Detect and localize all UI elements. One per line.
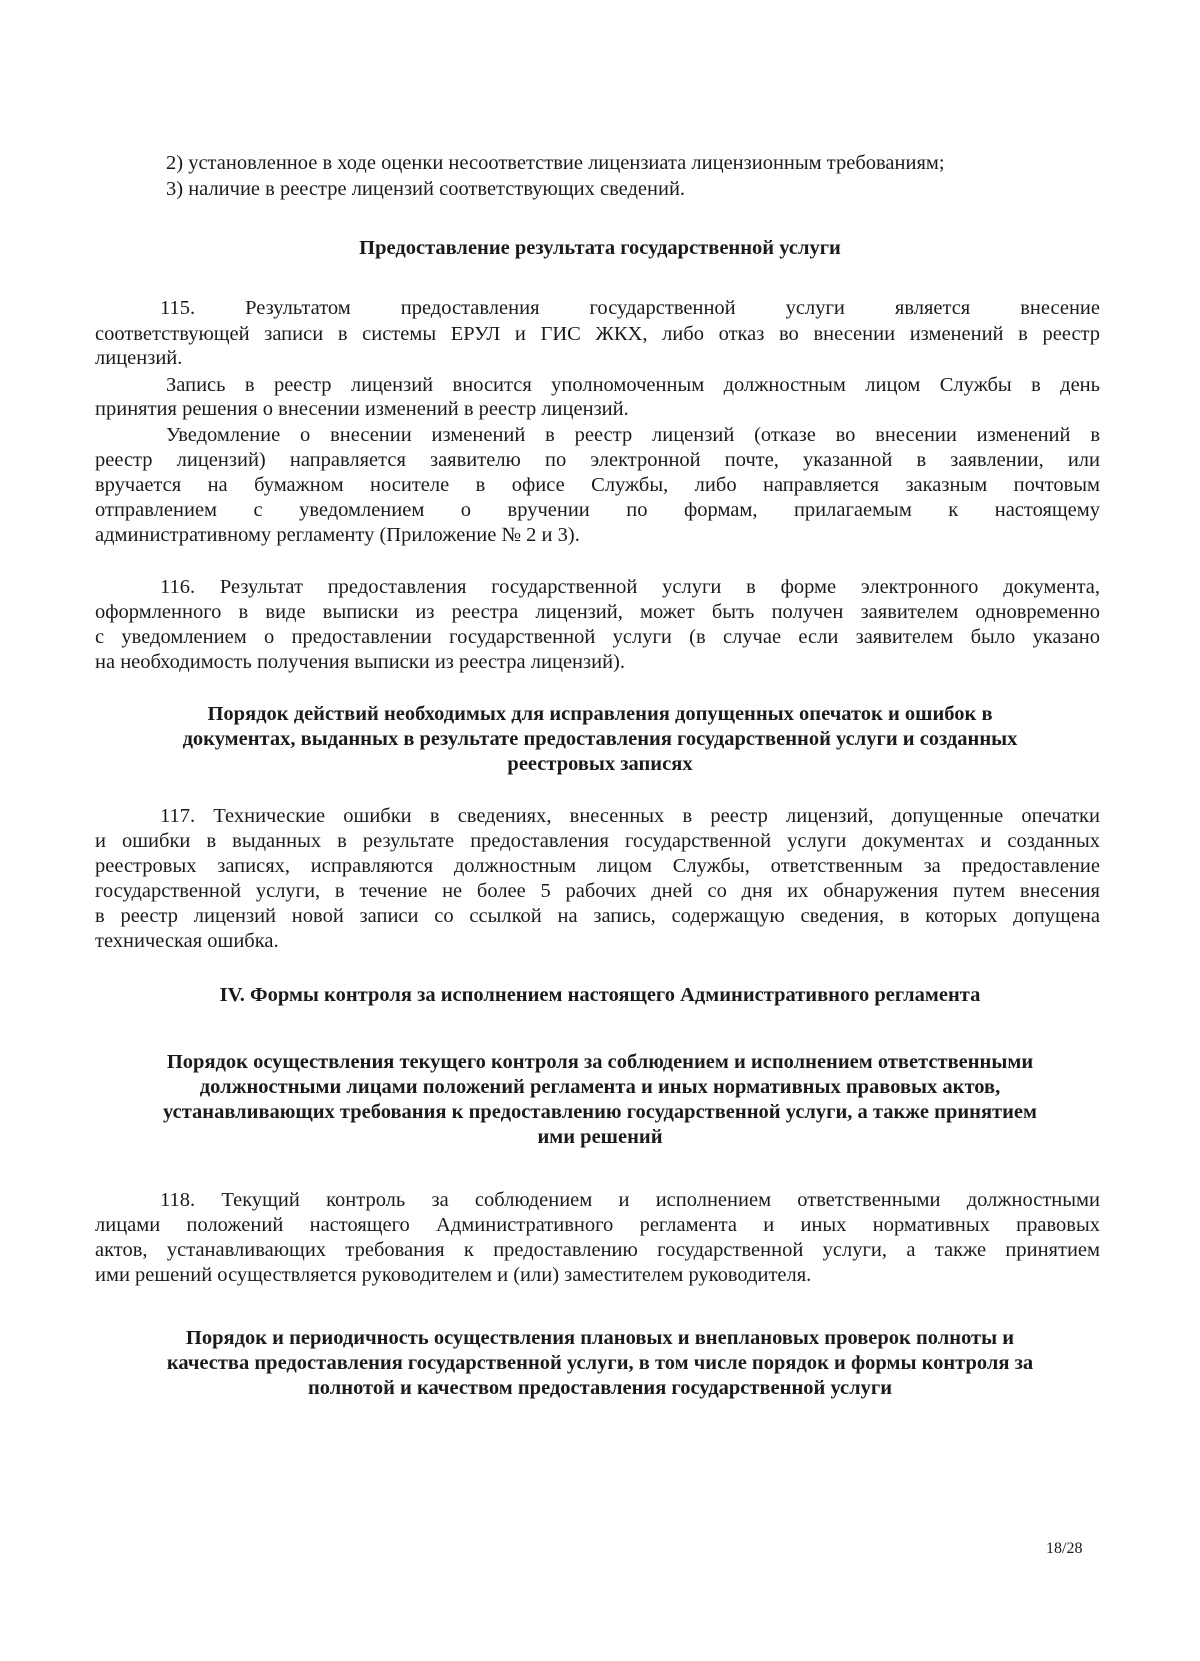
paragraph-line: вручается на бумажном носителе в офисе Службы, либо направляется заказным почтовым — [95, 474, 1100, 496]
paragraph-line: оформленного в виде выписки из реестра лицензий, может быть получен заявителем одновременно — [95, 601, 1100, 623]
section-heading: документах, выданных в результате предоставления государственной услуги и созданных — [182, 728, 1018, 750]
section-heading: Порядок и периодичность осуществления плановых и внеплановых проверок полноты и — [185, 1327, 1015, 1349]
paragraph-line: актов, устанавливающих требования к предоставлению государственной услуги, а также принятием — [95, 1239, 1100, 1261]
paragraph-word: 115. — [160, 297, 196, 319]
paragraph-line: на необходимость получения выписки из реестра лицензий). — [95, 651, 626, 673]
paragraph-line: административному регламенту (Приложение № 2 и 3). — [95, 524, 580, 546]
chapter-heading: IV. Формы контроля за исполнением настоящего Административного регламента — [219, 984, 981, 1006]
section-heading: должностными лицами положений регламента и иных нормативных правовых актов, — [199, 1076, 1001, 1098]
paragraph-line: ими решений осуществляется руководителем и (или) заместителем руководителя. — [95, 1264, 812, 1286]
paragraph-line: 118. Текущий контроль за соблюдением и исполнением ответственными должностными — [160, 1189, 1100, 1211]
list-item: 2) установленное в ходе оценки несоответствие лицензиата лицензионным требованиям; — [166, 152, 945, 174]
paragraph-line: с уведомлением о предоставлении государственной услуги (в случае если заявителем было указано — [95, 626, 1100, 648]
paragraph-line: 116. Результат предоставления государственной услуги в форме электронного документа, — [160, 576, 1100, 598]
paragraph-line: Запись в реестр лицензий вносится уполномоченным должностным лицом Службы в день — [166, 374, 1100, 396]
paragraph-line: принятия решения о внесении изменений в реестр лицензий. — [95, 398, 629, 420]
section-heading: Порядок действий необходимых для исправления допущенных опечаток и ошибок в — [207, 703, 993, 725]
section-heading: качества предоставления государственной услуги, в том числе порядок и формы контроля за — [166, 1352, 1034, 1374]
paragraph-line: соответствующей записи в системы ЕРУЛ и ГИС ЖКХ, либо отказ во внесении изменений в реестр — [95, 323, 1100, 345]
paragraph-line: лицами положений настоящего Административного регламента и иных нормативных правовых — [95, 1214, 1100, 1236]
paragraph-word: государственной — [589, 297, 736, 319]
paragraph-line: реестр лицензий) направляется заявителю по электронной почте, указанной в заявлении, или — [95, 449, 1100, 471]
paragraph-line: лицензий. — [95, 347, 183, 369]
paragraph-word: является — [894, 297, 971, 319]
paragraph-line: 117. Технические ошибки в сведениях, внесенных в реестр лицензий, допущенные опечатки — [160, 805, 1100, 827]
paragraph-word: предоставления — [400, 297, 540, 319]
section-heading: ими решений — [537, 1126, 663, 1148]
paragraph-line: в реестр лицензий новой записи со ссылкой на запись, содержащую сведения, в которых допущена — [95, 905, 1100, 927]
paragraph-line: техническая ошибка. — [95, 930, 279, 952]
paragraph-word: Результатом — [245, 297, 351, 319]
section-heading: Порядок осуществления текущего контроля за соблюдением и исполнением ответственными — [166, 1051, 1034, 1073]
section-heading: устанавливающих требования к предоставлению государственной услуги, а также принятием — [162, 1101, 1037, 1123]
paragraph-line: Уведомление о внесении изменений в реестр лицензий (отказе во внесении изменений в — [166, 424, 1100, 446]
section-heading: полнотой и качеством предоставления государственной услуги — [307, 1377, 893, 1399]
page-number: 18/28 — [1046, 1540, 1083, 1557]
paragraph-line: отправлением с уведомлением о вручении по формам, прилагаемым к настоящему — [95, 499, 1100, 521]
section-heading: Предоставление результата государственной услуги — [359, 237, 841, 259]
paragraph-word: внесение — [1020, 297, 1100, 319]
paragraph-word: услуги — [785, 297, 845, 319]
paragraph-line: реестровых записях, исправляются должностным лицом Службы, ответственным за предоставление — [95, 855, 1100, 877]
paragraph-115-first-line — [160, 296, 1100, 321]
paragraph-line: государственной услуги, в течение не более 5 рабочих дней со дня их обнаружения путем внесения — [95, 880, 1100, 902]
list-item: 3) наличие в реестре лицензий соответствующих сведений. — [166, 178, 686, 200]
section-heading: реестровых записях — [507, 753, 693, 775]
paragraph-line: и ошибки в выданных в результате предоставления государственной услуги документах и созданных — [95, 830, 1100, 852]
